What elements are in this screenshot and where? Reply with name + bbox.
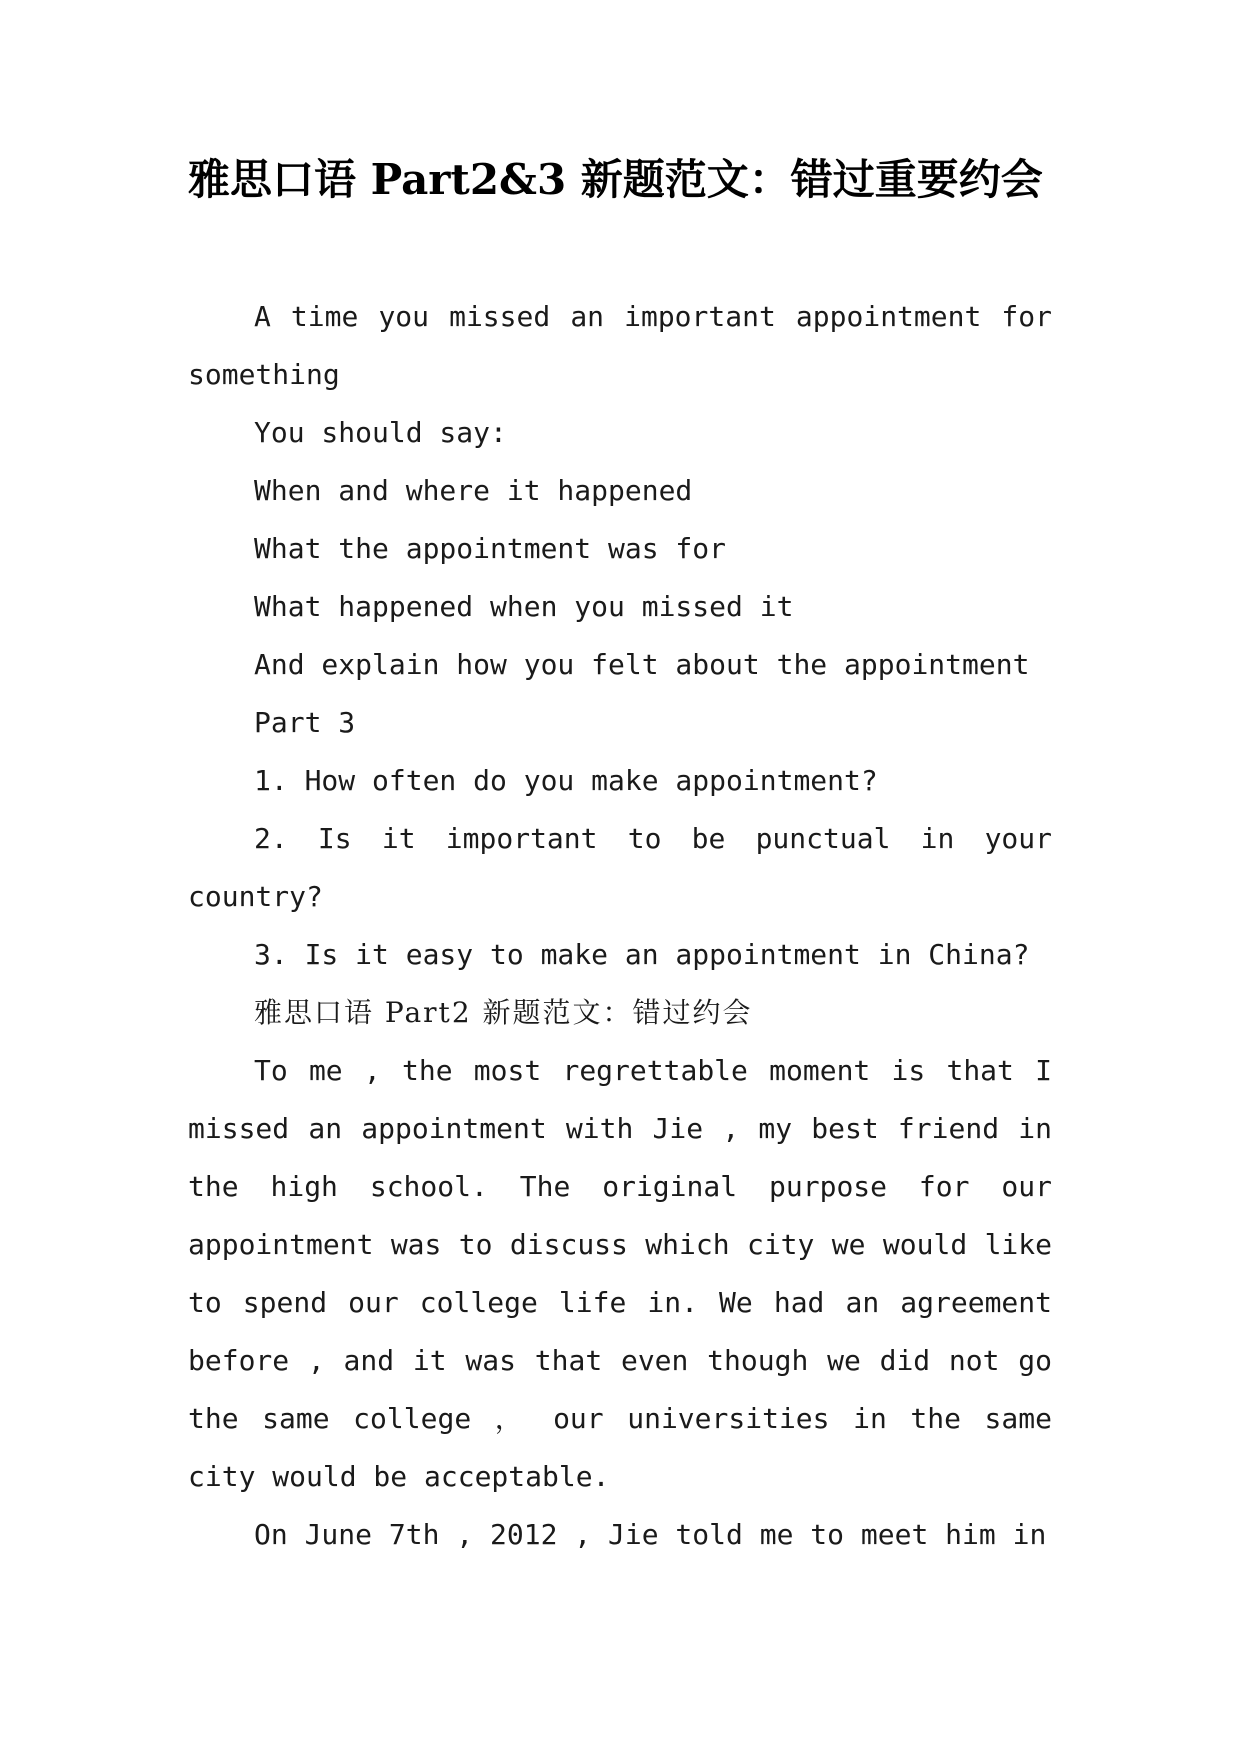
prompt-point: When and where it happened — [254, 474, 693, 507]
document-title: 雅思口语 Part2&3 新题范文：错过重要约会 — [188, 155, 1043, 204]
sample-paragraph: On June 7th , 2012 , Jie told me to meet him in — [254, 1518, 1047, 1551]
prompt-point: And explain how you felt about the appointment — [254, 648, 1030, 681]
prompt-point: What happened when you missed it — [254, 590, 794, 623]
part3-question: 3. Is it easy to make an appointment in China? — [254, 938, 1030, 971]
prompt-point: What the appointment was for — [254, 532, 727, 565]
prompt-topic: A time you missed an important appointment for something — [188, 300, 1052, 391]
part3-heading: Part 3 — [254, 706, 356, 739]
prompt-should-say: You should say: — [254, 416, 507, 449]
sample-paragraph: To me , the most regrettable moment is that I missed an appointment with Jie , my best friend in the high school. The original purpose for our appointment was to discuss which city we would like to spend our college life in. We had an agreement before , and it was that even though we did not go the same college ， our universities in the same city would be acceptable. — [188, 1054, 1052, 1493]
part3-question: 2. Is it important to be punctual in your country? — [188, 822, 1052, 913]
sample-heading: 雅思口语 Part2 新题范文：错过约会 — [254, 996, 753, 1029]
document-body — [188, 288, 1052, 1564]
part3-question: 1. How often do you make appointment? — [254, 764, 878, 797]
